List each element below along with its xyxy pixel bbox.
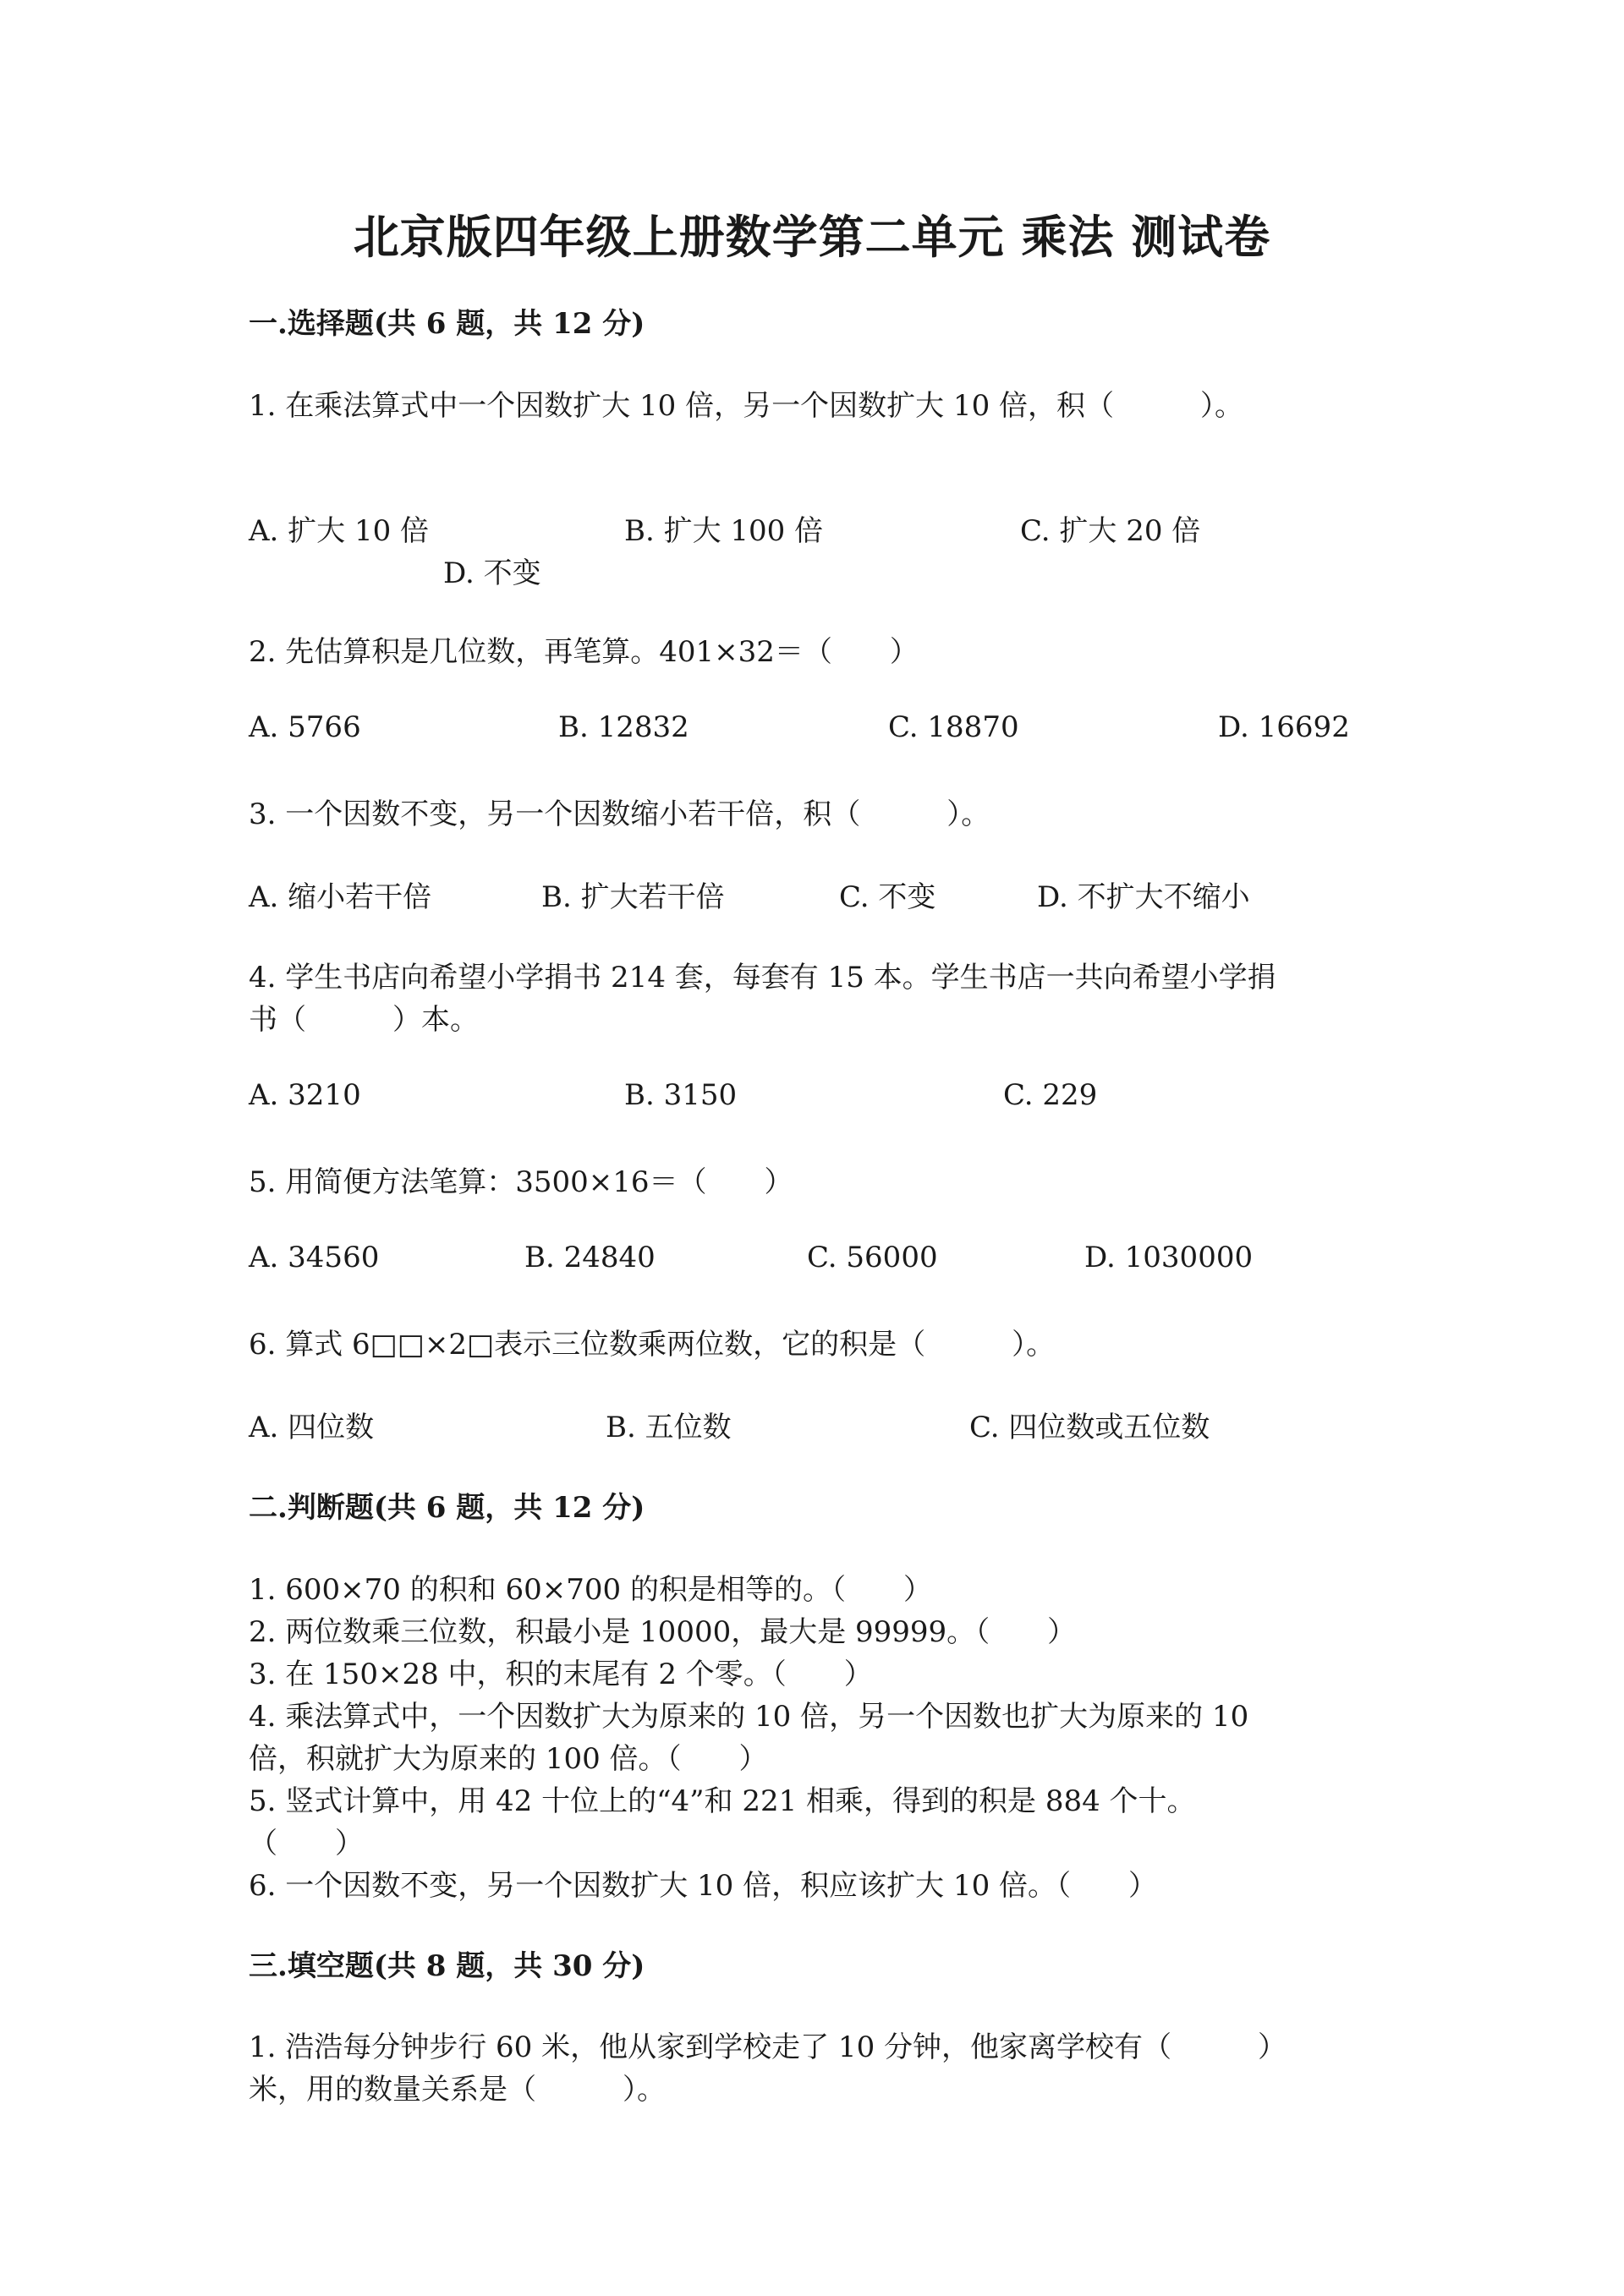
- question-6-option-c: C. 四位数或五位数: [969, 1411, 1210, 1444]
- question-3-option-d: D. 不扩大不缩小: [1037, 880, 1250, 914]
- question-2-option-b: B. 12832: [558, 710, 689, 744]
- question-2-option-a: A. 5766: [249, 710, 361, 744]
- question-2-option-d: D. 16692: [1218, 710, 1350, 744]
- question-2-option-c: C. 18870: [888, 710, 1019, 744]
- fill-blank-line: 1. 浩浩每分钟步行 60 米，他从家到学校走了 10 分钟，他家离学校有（ ）: [249, 2030, 1287, 2064]
- question-3-option-c: C. 不变: [839, 880, 936, 914]
- question-2-text: 2. 先估算积是几位数，再笔算。401×32＝（ ）: [249, 635, 919, 669]
- section-heading-fill-blank: 三.填空题(共 8 题，共 30 分): [249, 1949, 645, 1983]
- judgment-line: （ ）: [249, 1827, 364, 1860]
- question-4-text-line-2: 书（ ）本。: [249, 1003, 479, 1037]
- judgment-line: 1. 600×70 的积和 60×700 的积是相等的。（ ）: [249, 1573, 932, 1607]
- question-1-option-c: C. 扩大 20 倍: [1020, 514, 1201, 548]
- question-6-option-b: B. 五位数: [606, 1411, 732, 1444]
- question-4-text-line-1: 4. 学生书店向希望小学捐书 214 套，每套有 15 本。学生书店一共向希望小学捐: [249, 961, 1276, 995]
- judgment-line: 4. 乘法算式中，一个因数扩大为原来的 10 倍，另一个因数也扩大为原来的 10: [249, 1700, 1249, 1734]
- question-5-option-b: B. 24840: [524, 1241, 656, 1274]
- question-6-option-a: A. 四位数: [249, 1411, 375, 1444]
- judgment-line: 2. 两位数乘三位数，积最小是 10000，最大是 99999。（ ）: [249, 1615, 1077, 1649]
- judgment-line: 5. 竖式计算中，用 42 十位上的“4”和 221 相乘，得到的积是 884 个十。: [249, 1784, 1196, 1818]
- section-heading-choice: 一.选择题(共 6 题，共 12 分): [249, 307, 645, 341]
- question-1-option-d: D. 不变: [443, 556, 541, 590]
- judgment-line: 3. 在 150×28 中，积的末尾有 2 个零。（ ）: [249, 1658, 873, 1691]
- question-4-option-c: C. 229: [1003, 1078, 1098, 1112]
- page-title: 北京版四年级上册数学第二单元 乘法 测试卷: [353, 210, 1271, 264]
- question-5-option-c: C. 56000: [807, 1241, 938, 1274]
- question-5-option-a: A. 34560: [249, 1241, 380, 1274]
- question-5-option-d: D. 1030000: [1084, 1241, 1254, 1274]
- question-4-option-b: B. 3150: [624, 1078, 738, 1112]
- question-3-text: 3. 一个因数不变，另一个因数缩小若干倍，积（ ）。: [249, 797, 990, 831]
- question-3-option-a: A. 缩小若干倍: [249, 880, 432, 914]
- question-1-text: 1. 在乘法算式中一个因数扩大 10 倍，另一个因数扩大 10 倍，积（ ）。: [249, 389, 1244, 423]
- question-1-option-b: B. 扩大 100 倍: [624, 514, 824, 548]
- judgment-line: 6. 一个因数不变，另一个因数扩大 10 倍，积应该扩大 10 倍。（ ）: [249, 1869, 1158, 1903]
- section-heading-judgment: 二.判断题(共 6 题，共 12 分): [249, 1491, 645, 1525]
- question-4-option-a: A. 3210: [249, 1078, 361, 1112]
- question-3-option-b: B. 扩大若干倍: [541, 880, 725, 914]
- question-6-text: 6. 算式 6□□×2□表示三位数乘两位数，它的积是（ ）。: [249, 1328, 1056, 1362]
- judgment-line: 倍，积就扩大为原来的 100 倍。（ ）: [249, 1742, 768, 1776]
- question-5-text: 5. 用简便方法笔算：3500×16＝（ ）: [249, 1165, 793, 1199]
- fill-blank-line: 米，用的数量关系是（ ）。: [249, 2073, 666, 2107]
- question-1-option-a: A. 扩大 10 倍: [249, 514, 430, 548]
